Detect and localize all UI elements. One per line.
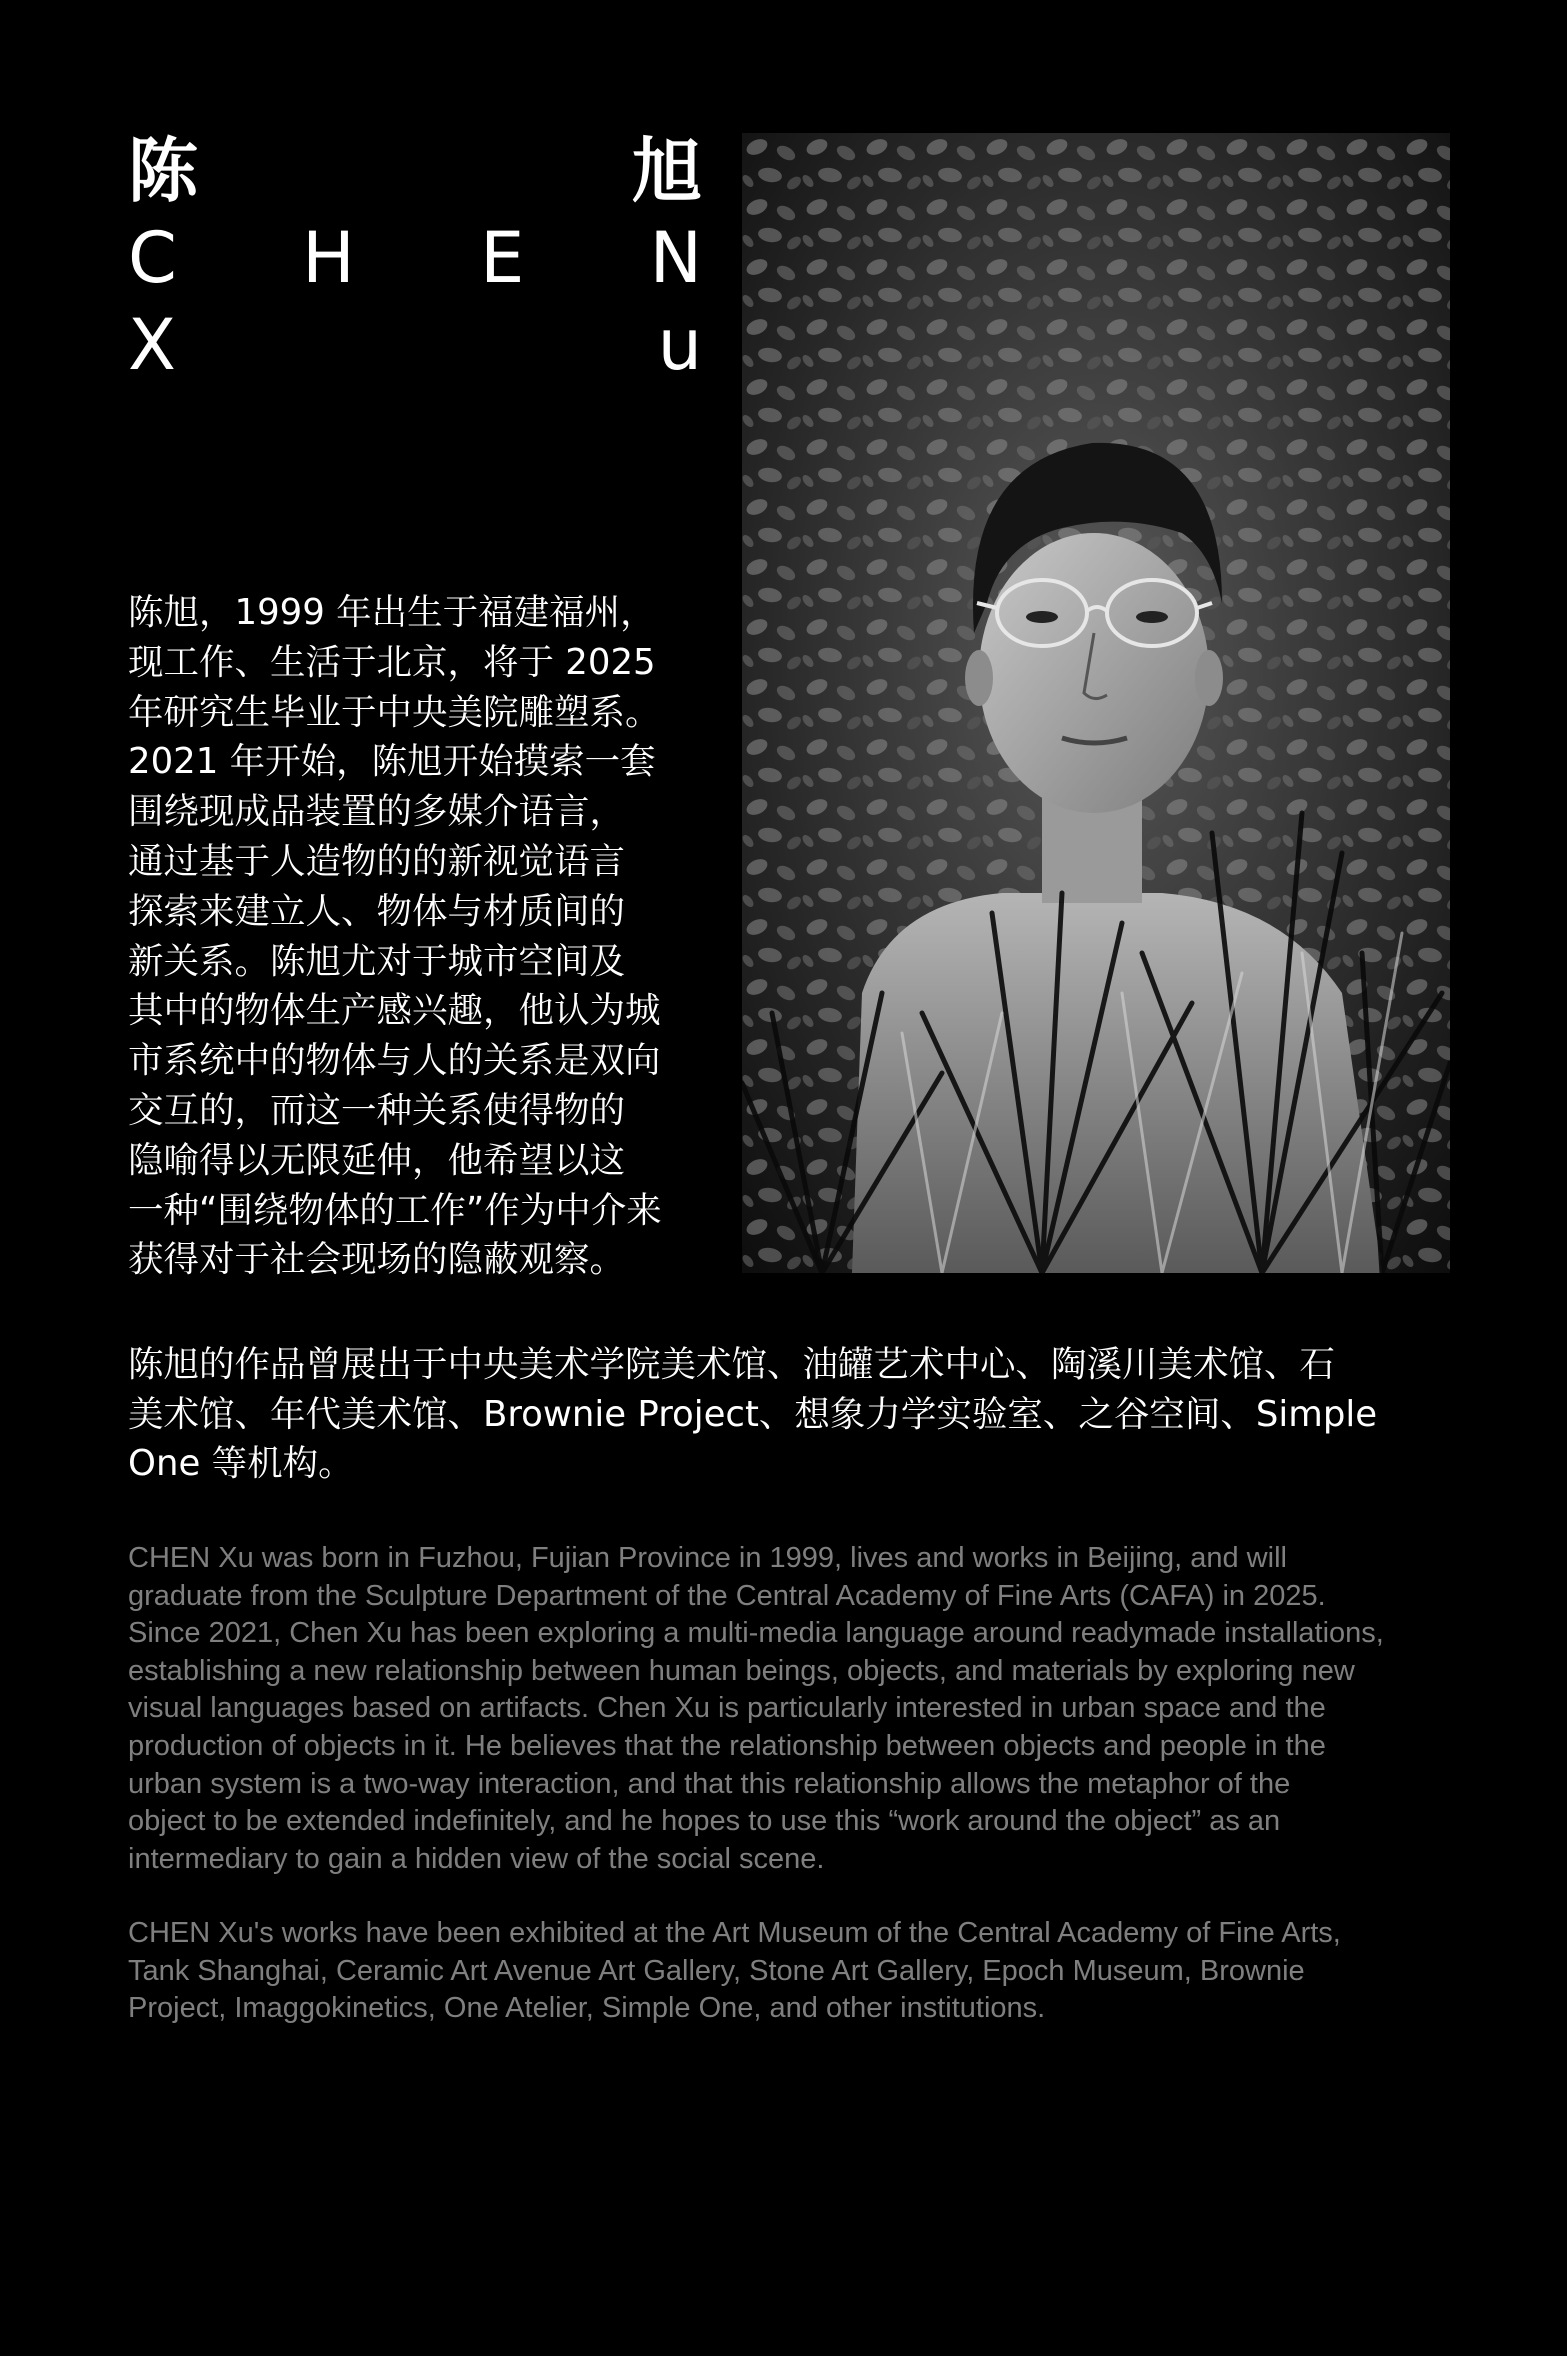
exhibit-en-line: CHEN Xu's works have been exhibited at the Art Museum of the Central Academy of Fine Arts, [128,1917,1341,1949]
title-char: X [128,304,176,386]
bio-zh-line: 现工作、生活于北京，将于 2025 [128,641,656,683]
bio-zh-line: 围绕现成品装置的多媒介语言， [128,791,626,833]
bio-zh-line: 2021 年开始，陈旭开始摸索一套 [128,741,656,783]
title-char: E [480,217,525,299]
artist-portrait-photo [742,133,1450,1273]
bio-english [128,1540,1450,1878]
bio-zh-line: 获得对于社会现场的隐蔽观察。 [128,1239,626,1281]
bio-en-line: object to be extended indefinitely, and he hopes to use this “work around the object” as an [128,1805,1281,1838]
title-char: N [649,217,702,299]
exhibitions-english [128,1915,1450,2028]
bio-en-line: graduate from the Sculpture Department of the Central Academy of Fine Arts (CAFA) in 2025. [128,1579,1326,1612]
bio-zh-line: 通过基于人造物的的新视觉语言 [128,840,626,882]
bio-chinese [128,588,702,1285]
bio-zh-line: 陈旭，1999 年出生于福建福州， [128,592,656,633]
bio-zh-line: 交互的，而这一种关系使得物的 [128,1089,626,1131]
bio-en-line: intermediary to gain a hidden view of the social scene. [128,1842,825,1875]
exhibit-en-line: Project, Imaggokinetics, One Atelier, Simple One, and other institutions. [128,1992,1046,2025]
bio-zh-line: 探索来建立人、物体与材质间的 [128,890,626,932]
title-char: u [657,304,702,386]
bio-zh-line: 其中的物体生产感兴趣，他认为城 [128,990,661,1032]
bio-zh-line: 新关系。陈旭尤对于城市空间及 [128,940,626,982]
exhibit-zh-line: One 等机构。 [128,1443,354,1484]
bio-en-line: urban system is a two-way interaction, and that this relationship allows the metaphor of the [128,1767,1291,1800]
bio-zh-line: 一种“围绕物体的工作”作为中介来 [128,1189,662,1231]
bio-en-line: visual languages based on artifacts. Chen Xu is particularly interested in urban space and the [128,1692,1326,1725]
bio-zh-line: 隐喻得以无限延伸，他希望以这 [128,1139,626,1181]
title-char: 陈 [128,130,198,212]
artist-name-title [128,128,702,389]
exhibit-zh-line: 美术馆、年代美术馆、Brownie Project、想象力学实验室、之谷空间、Simple [128,1393,1378,1435]
bio-zh-line: 市系统中的物体与人的关系是双向 [128,1040,661,1082]
bio-en-line: production of objects in it. He believes that the relationship between objects and people in the [128,1729,1326,1762]
bio-zh-line: 年研究生毕业于中央美院雕塑系。 [128,691,661,733]
bio-en-line: CHEN Xu was born in Fuzhou, Fujian Province in 1999, lives and works in Beijing, and will [128,1542,1287,1574]
exhibitions-chinese [128,1340,1450,1489]
title-row-chinese [128,128,702,215]
title-row-given-name [128,302,702,389]
bio-en-line: Since 2021, Chen Xu has been exploring a multi-media language around readymade installations, [128,1617,1384,1650]
title-char: 旭 [632,130,702,212]
exhibit-zh-line: 陈旭的作品曾展出于中央美术学院美术馆、油罐艺术中心、陶溪川美术馆、石 [128,1344,1336,1385]
title-char: H [302,217,355,299]
bio-en-line: establishing a new relationship between human beings, objects, and materials by exploring new [128,1654,1355,1687]
title-row-surname [128,215,702,302]
title-char: C [128,217,177,299]
exhibit-en-line: Tank Shanghai, Ceramic Art Avenue Art Gallery, Stone Art Gallery, Epoch Museum, Brownie [128,1954,1305,1987]
